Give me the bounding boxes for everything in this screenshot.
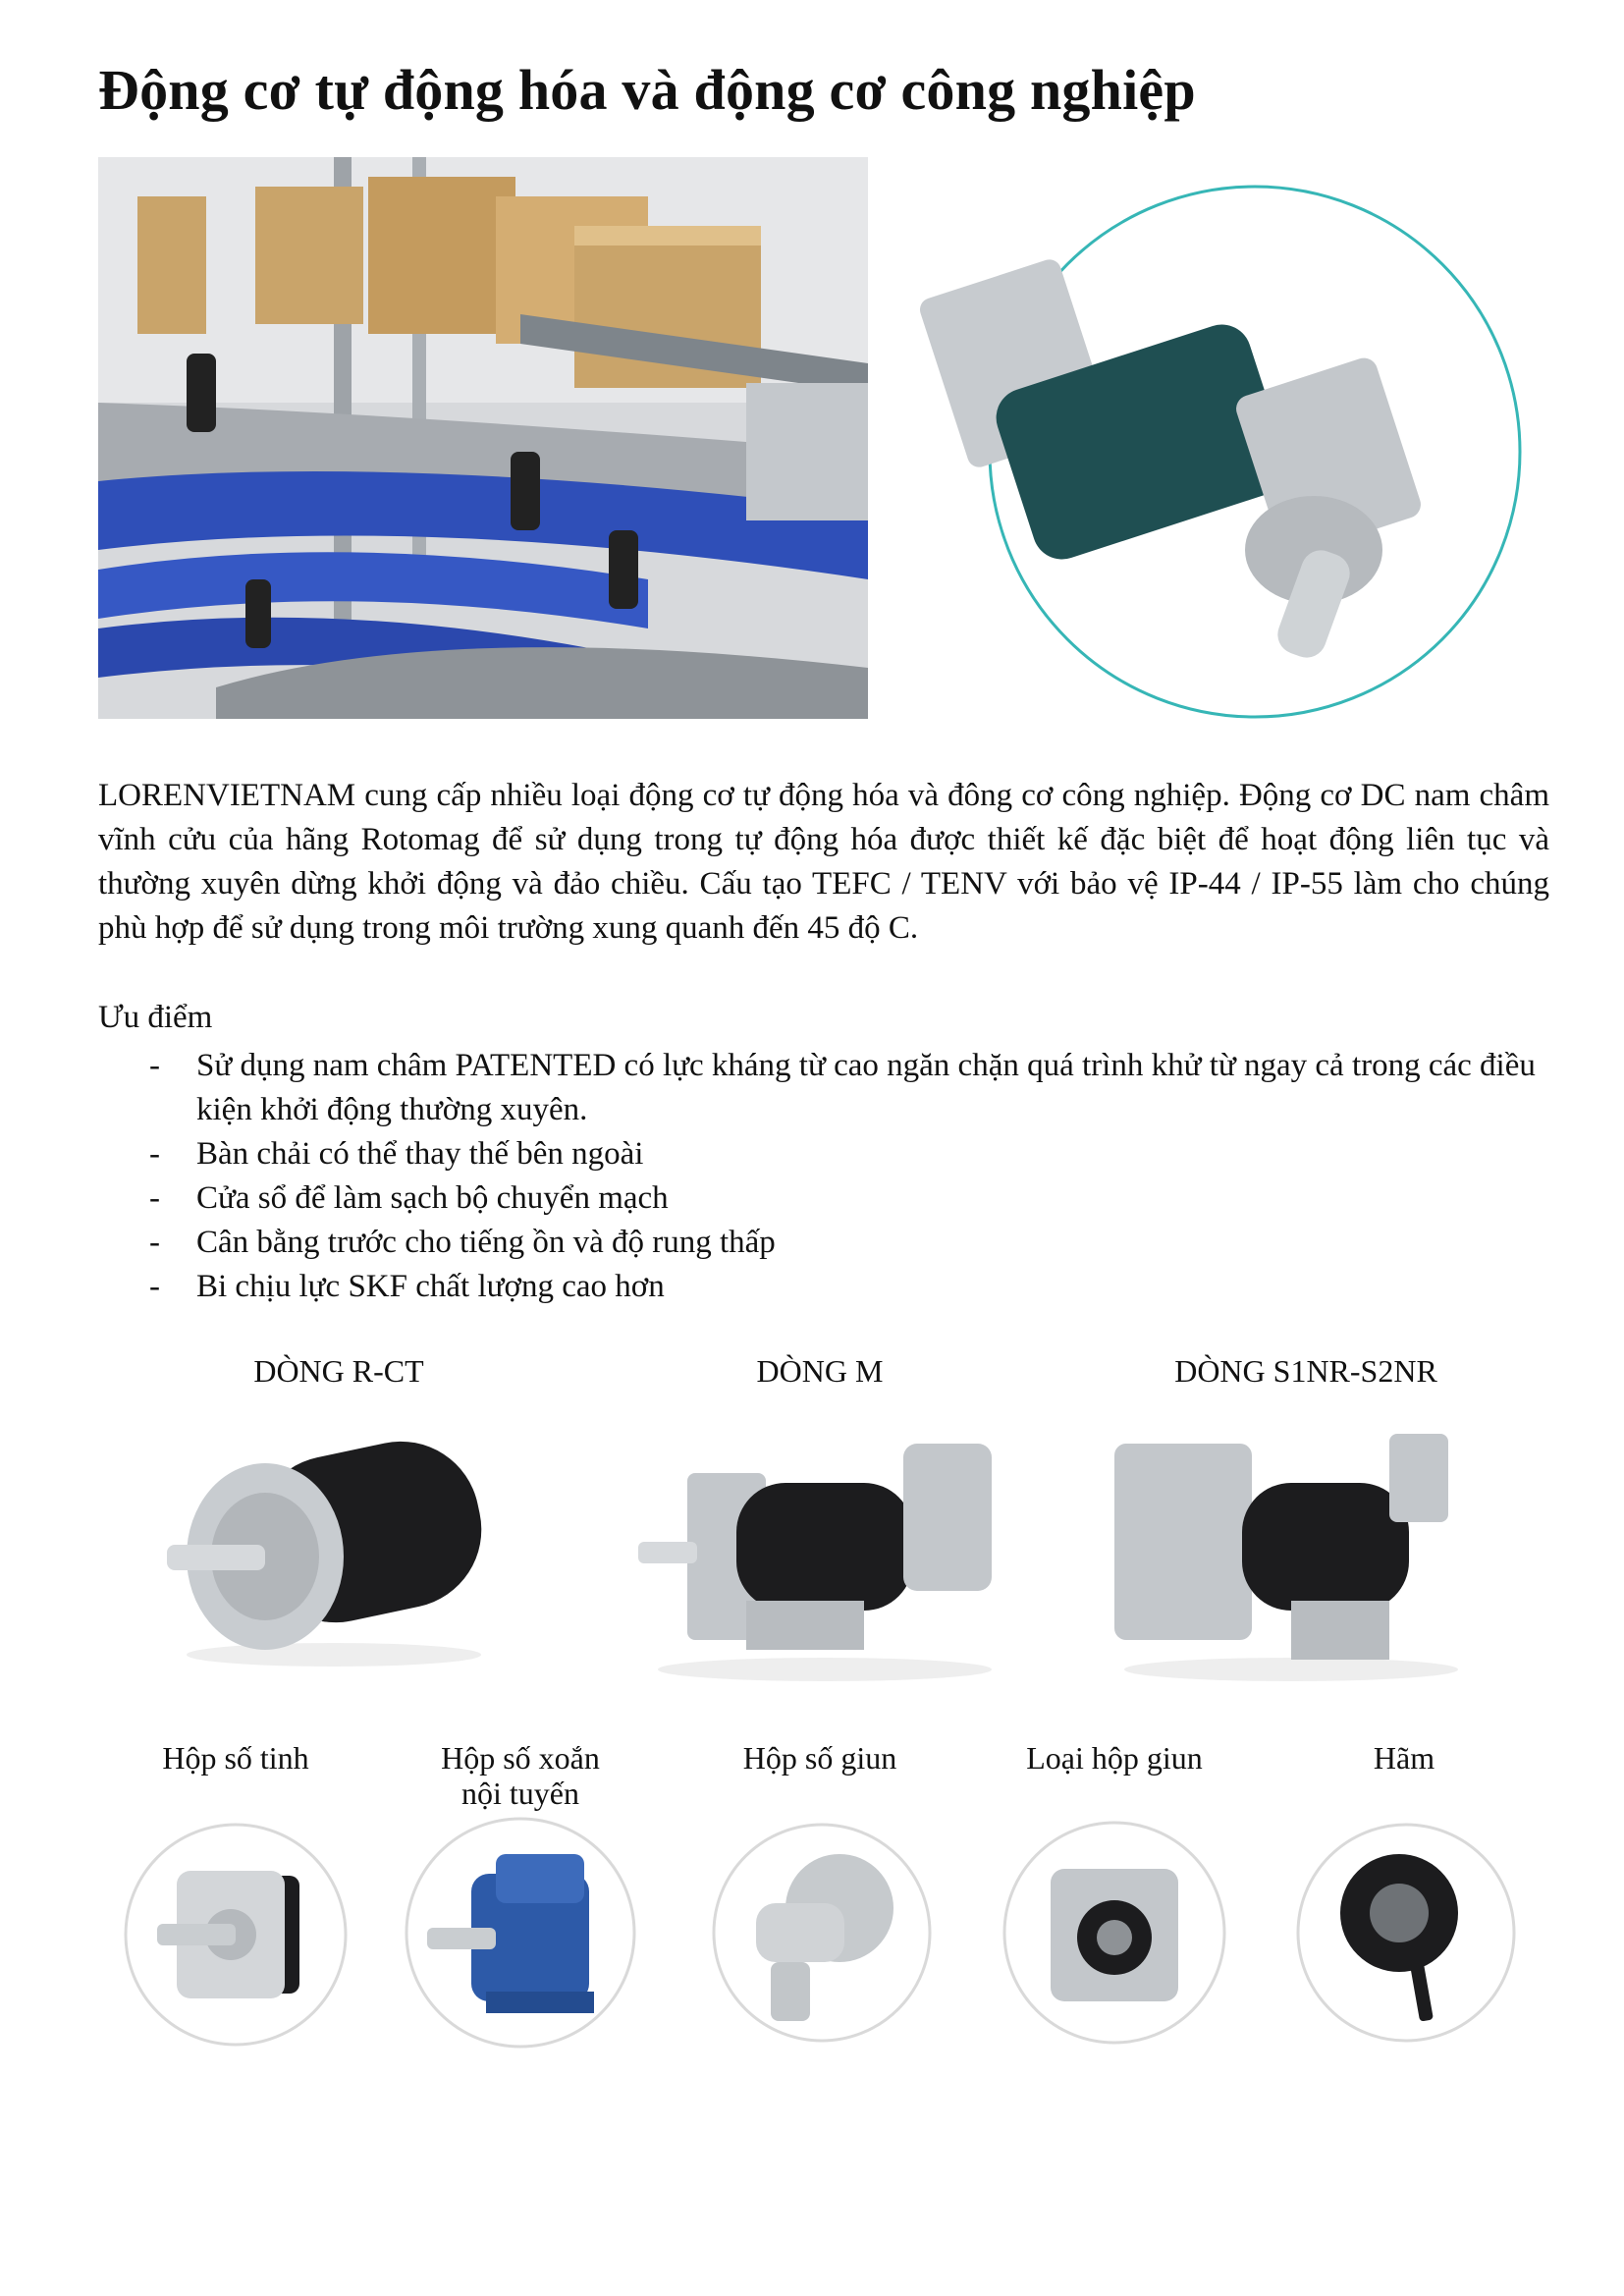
accessory-label-worm-box-type: Loại hộp giun [1026,1740,1203,1776]
motor-r-ct-image [147,1409,520,1674]
series-label-m: DÒNG M [756,1353,884,1389]
list-dash: - [149,1269,160,1304]
motor-s1nr-s2nr-image [1095,1404,1488,1689]
advantage-item: - Sử dụng nam châm PATENTED có lực kháng từ cao ngăn chặn quá trình khử từ ngay cả trong các điều kiện khởi động thường xuyên. [98,1044,1549,1132]
advantages-heading: Ưu điểm [98,1000,213,1035]
gearmotor-photo [892,157,1547,719]
advantages-list [98,1044,1549,1309]
list-dash: - [149,1180,160,1216]
advantage-item: - Bàn chải có thể thay thế bên ngoài [98,1132,1549,1176]
series-label-r-ct: DÒNG R-CT [253,1353,424,1389]
accessory-label-worm-gearbox: Hộp số giun [742,1740,897,1776]
page-title: Động cơ tự động hóa và động cơ công nghiệp [98,58,1196,122]
advantage-item: - Cân bằng trước cho tiếng ồn và độ rung thấp [98,1221,1549,1265]
series-label-s1nr-s2nr: DÒNG S1NR-S2NR [1174,1353,1437,1389]
accessory-label-brake: Hãm [1373,1740,1435,1776]
conveyor-photo [98,157,868,719]
accessory-label-spur-gearbox: Hộp số tinh [162,1740,309,1776]
worm-gearbox-image [712,1815,933,2050]
worm-box-type-image [1001,1815,1227,2050]
brake-image [1296,1815,1517,2050]
intro-paragraph: LORENVIETNAM cung cấp nhiều loại động cơ tự động hóa và đông cơ công nghiệp. Động cơ DC nam châm vĩnh cửu của hãng Rotomag để sử dụng trong tự động hóa được thiết kế đặc biệt để hoạt động liên tục và thường xuyên dừng khởi động và đảo chiều. Cấu tạo TEFC / TENV với bảo vệ IP-44 / IP-55 làm cho chúng phù hợp để sử dụng trong môi trường xung quanh đến 45 độ C. [98,778,1549,946]
advantage-item: - Cửa sổ để làm sạch bộ chuyển mạch [98,1176,1549,1221]
advantage-item: - Bi chịu lực SKF chất lượng cao hơn [98,1265,1549,1309]
accessory-label-inline-helical-gearbox: Hộp số xoắn nội tuyến [441,1740,600,1811]
list-dash: - [149,1048,160,1083]
spur-gearbox-image [123,1822,349,2048]
inline-helical-gearbox-image [403,1815,638,2050]
motor-m-image [628,1404,1021,1689]
list-dash: - [149,1136,160,1172]
list-dash: - [149,1225,160,1260]
